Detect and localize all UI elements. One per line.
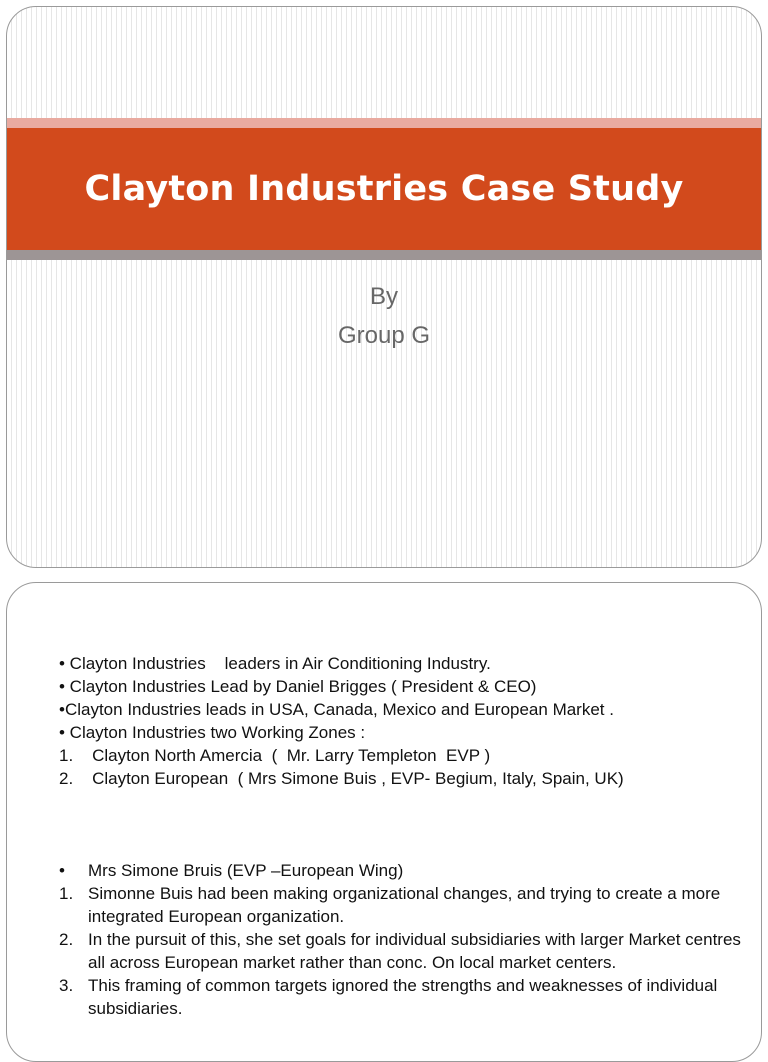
slide-subtitle: [7, 277, 761, 355]
item-text: This framing of common targets ignored the strengths and weaknesses of individual subsidiaries.: [88, 976, 718, 1018]
title-band: [7, 128, 761, 250]
slide-body: [59, 652, 741, 1020]
bullet-item: [59, 859, 741, 882]
item-number: 2.: [59, 930, 74, 949]
bullet-text: Mrs Simone Bruis (EVP –European Wing): [88, 861, 404, 880]
item-number: 1.: [59, 884, 74, 903]
spacer: [59, 790, 741, 859]
numbered-item: [59, 928, 741, 974]
numbered-item: [59, 974, 741, 1020]
item-text: Simonne Buis had been making organizational changes, and trying to create a more integrated European organization.: [88, 884, 721, 926]
list-item: • Clayton Industries two Working Zones :: [59, 723, 366, 742]
bullet-marker: •: [59, 861, 65, 880]
title-band-top-stripe: [7, 118, 761, 128]
list-item: •Clayton Industries leads in USA, Canada, Mexico and European Market .: [59, 700, 614, 719]
list-item: 1. Clayton North Amercia ( Mr. Larry Templeton EVP ): [59, 746, 491, 765]
slide-title: Clayton Industries Case Study: [84, 169, 684, 209]
title-slide: [6, 6, 762, 568]
title-band-bottom-stripe: [7, 250, 761, 260]
list-item: 2. Clayton European ( Mrs Simone Buis , EVP- Begium, Italy, Spain, UK): [59, 769, 624, 788]
subtitle-line-group: Group G: [337, 322, 431, 349]
numbered-item: [59, 882, 741, 928]
content-slide: [6, 582, 762, 1062]
list-item: • Clayton Industries Lead by Daniel Brigges ( President & CEO): [59, 677, 537, 696]
item-number: 3.: [59, 976, 74, 995]
item-text: In the pursuit of this, she set goals for individual subsidiaries with larger Market centres all across European market rather than conc. On local market centers.: [88, 930, 741, 972]
list-item: • Clayton Industries leaders in Air Conditioning Industry.: [59, 654, 491, 673]
subtitle-line-by: By: [369, 283, 398, 310]
